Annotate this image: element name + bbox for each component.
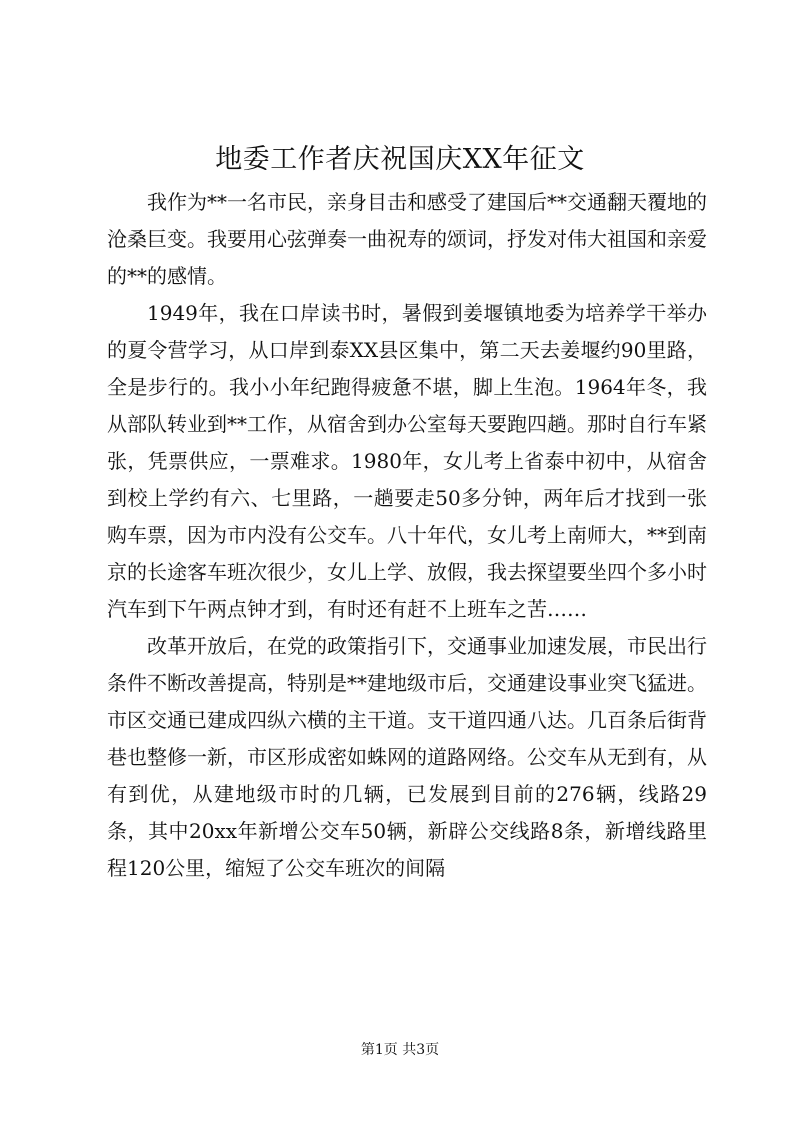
document-title: 地委工作者庆祝国庆XX年征文: [215, 144, 585, 175]
page-number-footer: 第1页 共3页: [360, 1042, 440, 1058]
paragraph: 1949年，我在口岸读书时，暑假到姜堰镇地委为培养学干举办的夏令营学习，从口岸到泰XX县区集中，第二天去姜堰约90里路，全是步行的。我小小年纪跑得疲惫不堪，脚上生泡。1964年冬，我从部队转业到**工作，从宿舍到办公室每天要跑四趟。那时自行车紧张，凭票供应，一票难求。1980年，女儿考上省泰中初中，从宿舍到校上学约有六、七里路，一趟要走50多分钟，两年后才找到一张购车票，因为市内没有公交车。八十年代，女儿考上南师大，**到南京的长途客车班次很少，女儿上学、放假，我去探望要坐四个多小时汽车到下午两点钟才到，有时还有赶不上班车之苦……: [107, 301, 707, 621]
document-body: [107, 184, 707, 887]
paragraph: 改革开放后，在党的政策指引下，交通事业加速发展，市民出行条件不断改善提高，特别是**建地级市后，交通建设事业突飞猛进。市区交通已建成四纵六横的主干道。支干道四通八达。几百条后街背巷也整修一新，市区形成密如蛛网的道路网络。公交车从无到有，从有到优，从建地级市时的几辆，已发展到目前的276辆，线路29条，其中20xx年新增公交车50辆，新辟公交线路8条，新增线路里程120公里，缩短了公交车班次的间隔: [107, 634, 707, 880]
paragraph: 我作为**一名市民，亲身目击和感受了建国后**交通翻天覆地的沧桑巨变。我要用心弦弹奏一曲祝寿的颂词，抒发对伟大祖国和亲爱的**的感情。: [107, 190, 707, 288]
